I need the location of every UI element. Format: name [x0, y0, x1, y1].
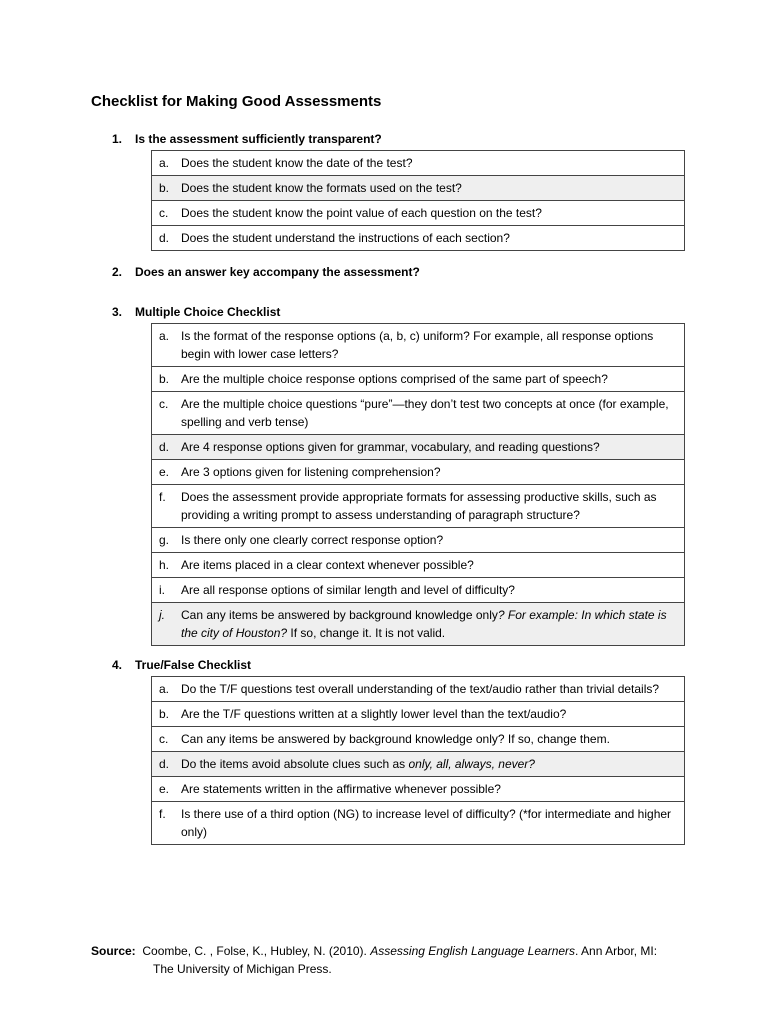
source-citation	[91, 942, 657, 978]
item-text-part: Can any items be answered by background knowledge only	[181, 608, 498, 622]
section-number: 3.	[112, 305, 123, 319]
checklist-row	[152, 226, 685, 251]
section-4	[112, 657, 692, 845]
checklist-row	[152, 176, 685, 201]
item-letter: g.	[152, 528, 182, 553]
item-text: Is the format of the response options (a, b, c) uniform? For example, all response options begin with lower case letters?	[181, 329, 654, 361]
checklist-row	[152, 727, 685, 752]
item-letter: f.	[152, 485, 182, 528]
item-text: Does the student know the point value of each question on the test?	[181, 201, 685, 226]
item-letter: b.	[152, 367, 182, 392]
page-title: Checklist for Making Good Assessments	[91, 93, 382, 110]
checklist-row	[152, 324, 685, 367]
item-text: Does the student know the date of the test?	[181, 156, 413, 170]
item-text: Are the multiple choice response options comprised of the same part of speech?	[181, 367, 685, 392]
checklist-row	[152, 528, 685, 553]
item-letter: c.	[152, 727, 182, 752]
item-text: Are the multiple choice questions “pure”—they don’t test two concepts at once (for example, spelling and verb tense)	[181, 392, 685, 435]
checklist-table	[151, 150, 685, 251]
item-text: Does the assessment provide appropriate formats for assessing productive skills, such as providing a writing prompt to assess understanding of paragraph structure?	[181, 485, 685, 528]
item-letter: i.	[152, 578, 182, 603]
source-book-title: Assessing English Language Learners	[370, 944, 576, 958]
item-text: Does the student understand the instructions of each section?	[181, 226, 685, 251]
item-text-part: If so, change it. It is not valid.	[287, 626, 446, 640]
item-text: Are 4 response options given for grammar, vocabulary, and reading questions?	[181, 435, 685, 460]
item-text: Does the student know the formats used on the test?	[181, 176, 685, 201]
item-text-part: Do the items avoid absolute clues such as	[181, 757, 409, 771]
source-line-1	[91, 942, 657, 960]
checklist-row	[152, 367, 685, 392]
item-letter: e.	[152, 460, 182, 485]
item-letter: a.	[159, 329, 170, 343]
item-text: Are all response options of similar length and level of difficulty?	[181, 578, 685, 603]
section-1	[112, 131, 692, 251]
source-authors: Coombe, C. , Folse, K., Hubley, N. (2010).	[142, 944, 371, 958]
section-heading	[112, 131, 692, 147]
section-heading	[112, 264, 692, 280]
item-letter: b.	[152, 702, 182, 727]
section-heading	[112, 304, 692, 320]
item-letter: d.	[152, 752, 182, 777]
item-text-part: only, all, always, never?	[408, 757, 535, 771]
checklist-row	[152, 151, 685, 176]
checklist-table	[151, 676, 685, 845]
checklist-row	[152, 603, 685, 646]
item-letter: f.	[152, 802, 182, 845]
item-letter: c.	[152, 201, 182, 226]
item-letter: e.	[152, 777, 182, 802]
section-title: True/False Checklist	[135, 658, 252, 672]
section-number: 1.	[112, 132, 123, 146]
checklist-row	[152, 553, 685, 578]
item-text: Are 3 options given for listening comprehension?	[181, 460, 685, 485]
item-text: Is there use of a third option (NG) to increase level of difficulty? (*for intermediate and higher only)	[181, 802, 685, 845]
item-text: Are statements written in the affirmative whenever possible?	[181, 777, 685, 802]
checklist-row	[152, 578, 685, 603]
item-text: Do the T/F questions test overall understanding of the text/audio rather than trivial details?	[181, 682, 660, 696]
item-letter: d.	[152, 226, 182, 251]
item-letter: d.	[152, 435, 182, 460]
item-text-example: : In which state is the city of Houston?	[181, 608, 667, 640]
checklist-table	[151, 323, 685, 646]
item-letter: h.	[152, 553, 182, 578]
source-publisher: . Ann Arbor, MI:	[575, 944, 658, 958]
checklist-row	[152, 392, 685, 435]
item-text	[181, 752, 685, 777]
item-text-part: ? For example	[497, 608, 575, 622]
item-letter: b.	[152, 176, 182, 201]
section-title: Does an answer key accompany the assessment?	[135, 265, 420, 279]
checklist-row	[152, 702, 685, 727]
checklist-row	[152, 485, 685, 528]
item-letter: c.	[152, 392, 182, 435]
item-text: Can any items be answered by background knowledge only? If so, change them.	[181, 727, 685, 752]
item-letter: a.	[159, 682, 170, 696]
item-text	[181, 603, 685, 646]
section-3	[112, 304, 692, 646]
section-number: 4.	[112, 658, 123, 672]
checklist-row	[152, 752, 685, 777]
section-number: 2.	[112, 265, 123, 279]
section-2	[112, 264, 692, 280]
item-letter: a.	[159, 156, 170, 170]
section-title: Is the assessment sufficiently transparent?	[135, 132, 382, 146]
checklist-row	[152, 435, 685, 460]
source-line-2: The University of Michigan Press.	[153, 962, 332, 976]
source-label: Source:	[91, 944, 136, 958]
item-letter: j.	[152, 603, 182, 646]
checklist-row	[152, 777, 685, 802]
item-text: Are items placed in a clear context whenever possible?	[181, 553, 685, 578]
checklist-row	[152, 802, 685, 845]
checklist-row	[152, 677, 685, 702]
item-text: Are the T/F questions written at a slightly lower level than the text/audio?	[181, 702, 685, 727]
checklist-row	[152, 460, 685, 485]
section-heading	[112, 657, 692, 673]
checklist-row	[152, 201, 685, 226]
item-text: Is there only one clearly correct response option?	[181, 528, 685, 553]
section-title: Multiple Choice Checklist	[135, 305, 281, 319]
